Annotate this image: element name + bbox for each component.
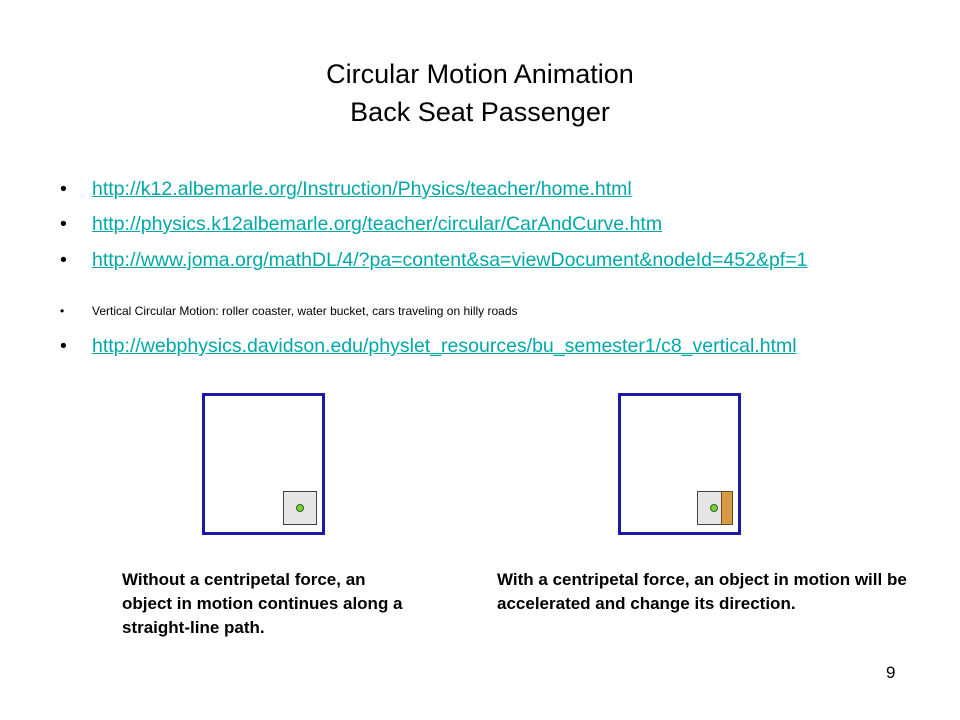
bullet-dot: • (60, 335, 67, 357)
title-line-2: Back Seat Passenger (350, 97, 610, 127)
vertical-motion-text: Vertical Circular Motion: roller coaster, water bucket, cars traveling on hilly roads (92, 304, 518, 318)
title-line-1: Circular Motion Animation (326, 59, 634, 89)
link-joma[interactable]: http://www.joma.org/mathDL/4/?pa=content&sa=viewDocument&nodeId=452&pf=1 (92, 249, 808, 271)
passenger-box (283, 491, 317, 525)
car-door-wall (721, 491, 733, 525)
passenger-ball (296, 504, 304, 512)
slide-title (0, 55, 960, 131)
passenger-ball (710, 504, 718, 512)
bullet-dot: • (60, 304, 65, 318)
animation-frame-with-force (618, 393, 741, 535)
bullet-dot: • (60, 249, 67, 271)
bullet-dot: • (60, 178, 67, 200)
caption-without-force: Without a centripetal force, an object in motion continues along a straight-line path. (122, 570, 403, 637)
caption-with-force: With a centripetal force, an object in motion will be accelerated and change its direction. (497, 570, 907, 613)
link-albemarle-home[interactable]: http://k12.albemarle.org/Instruction/Physics/teacher/home.html (92, 178, 632, 200)
bullet-dot: • (60, 213, 67, 235)
page-number: 9 (886, 663, 896, 682)
animation-frame-without-force (202, 393, 325, 535)
link-davidson-physlet[interactable]: http://webphysics.davidson.edu/physlet_resources/bu_semester1/c8_vertical.html (92, 335, 797, 357)
link-car-and-curve[interactable]: http://physics.k12albemarle.org/teacher/circular/CarAndCurve.htm (92, 213, 663, 235)
